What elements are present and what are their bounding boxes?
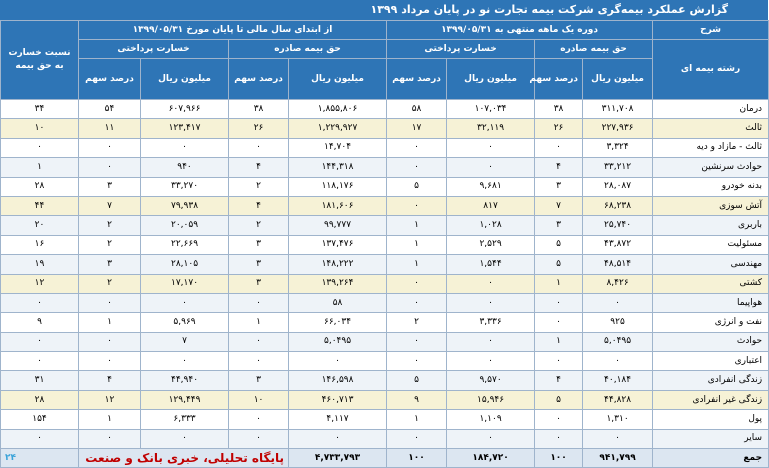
header-ratio: نسبت خسارت به حق بیمه	[1, 21, 79, 100]
header-m-loss-pct: درصد سهم	[387, 59, 447, 100]
header-y-loss-pct: درصد سهم	[79, 59, 141, 100]
cell-m-loss-pct: ۱۷	[387, 119, 447, 138]
table-row	[1, 429, 769, 448]
cell-y-loss: ۶,۳۳۳	[141, 410, 229, 429]
cell-y-prem: ۱۴۴,۳۱۸	[289, 158, 387, 177]
total-m-loss: ۱۸۴,۷۲۰	[447, 449, 535, 468]
cell-y-prem-pct: ۲۶	[229, 119, 289, 138]
cell-m-loss: ۲,۵۲۹	[447, 235, 535, 254]
cell-y-prem-pct: ۲	[229, 216, 289, 235]
cell-y-loss: ۵,۹۶۹	[141, 313, 229, 332]
cell-m-prem-pct: ۴	[535, 158, 583, 177]
cell-m-loss-pct: ۵	[387, 371, 447, 390]
cell-m-prem-pct: ۱	[535, 332, 583, 351]
table-row	[1, 410, 769, 429]
cell-m-prem-pct: ۳	[535, 177, 583, 196]
cell-y-prem-pct: ۰	[229, 332, 289, 351]
cell-m-loss-pct: ۲	[387, 313, 447, 332]
cell-y-loss-pct: ۳	[79, 177, 141, 196]
cell-ratio: ۳۴	[1, 100, 79, 119]
cell-y-loss-pct: ۲	[79, 274, 141, 293]
cell-m-prem: ۲۲۷,۹۳۶	[583, 119, 653, 138]
cell-m-prem: ۰	[583, 429, 653, 448]
total-y-prem: ۴,۷۳۳,۷۹۳	[289, 449, 387, 468]
cell-y-loss: ۶۰۷,۹۶۶	[141, 100, 229, 119]
cell-m-prem: ۴۴,۸۲۸	[583, 390, 653, 409]
cell-m-loss-pct: ۰	[387, 138, 447, 157]
cell-y-loss: ۱۲۹,۴۴۹	[141, 390, 229, 409]
cell-y-loss: ۷	[141, 332, 229, 351]
cell-m-prem: ۲۵,۷۴۰	[583, 216, 653, 235]
header-m-loss: خسارت پرداختی	[387, 40, 535, 59]
cell-m-prem-pct: ۱	[535, 274, 583, 293]
cell-y-prem: ۱,۲۲۹,۹۲۷	[289, 119, 387, 138]
table-row	[1, 119, 769, 138]
cell-m-loss-pct: ۱	[387, 235, 447, 254]
cell-y-prem: ۱۱۸,۱۷۶	[289, 177, 387, 196]
cell-m-loss: ۱۵,۹۴۶	[447, 390, 535, 409]
cell-m-prem: ۴۳,۸۷۲	[583, 235, 653, 254]
cell-ratio: ۹	[1, 313, 79, 332]
cell-y-loss: ۱۲۳,۴۱۷	[141, 119, 229, 138]
table-row	[1, 235, 769, 254]
cell-y-loss-pct: ۳	[79, 255, 141, 274]
table-row	[1, 216, 769, 235]
total-row	[1, 449, 769, 468]
cell-name: مهندسی	[653, 255, 769, 274]
cell-y-prem: ۱۴,۷۰۴	[289, 138, 387, 157]
table-row	[1, 100, 769, 119]
cell-m-loss-pct: ۰	[387, 352, 447, 371]
cell-y-prem: ۱۳۹,۲۶۴	[289, 274, 387, 293]
cell-y-loss-pct: ۱۲	[79, 390, 141, 409]
cell-y-prem: ۵۸	[289, 293, 387, 312]
cell-ratio: ۱۹	[1, 255, 79, 274]
table-row	[1, 313, 769, 332]
cell-name: اعتباری	[653, 352, 769, 371]
cell-y-prem: ۶۶,۰۳۴	[289, 313, 387, 332]
cell-y-loss-pct: ۵۴	[79, 100, 141, 119]
cell-y-prem: ۱۴۸,۲۲۲	[289, 255, 387, 274]
cell-y-loss: ۰	[141, 293, 229, 312]
cell-name: کشتی	[653, 274, 769, 293]
page-number: ۲۴	[1, 449, 79, 468]
cell-y-loss: ۱۷,۱۷۰	[141, 274, 229, 293]
cell-m-loss: ۰	[447, 352, 535, 371]
table-row	[1, 293, 769, 312]
cell-y-prem-pct: ۳	[229, 371, 289, 390]
cell-ratio: ۰	[1, 293, 79, 312]
cell-y-loss: ۲۰,۰۵۹	[141, 216, 229, 235]
cell-y-prem: ۵,۰۴۹۵	[289, 332, 387, 351]
total-m-prem: ۹۴۱,۷۹۹	[583, 449, 653, 468]
cell-m-prem: ۴۰,۱۸۴	[583, 371, 653, 390]
header-y-prem-mr: میلیون ریال	[289, 59, 387, 100]
cell-name: آتش سوزی	[653, 196, 769, 215]
cell-ratio: ۲۰	[1, 216, 79, 235]
cell-m-loss: ۰	[447, 138, 535, 157]
cell-y-loss-pct: ۰	[79, 293, 141, 312]
cell-y-prem: ۹۹,۷۷۷	[289, 216, 387, 235]
cell-ratio: ۴۴	[1, 196, 79, 215]
cell-y-prem: ۱۴۶,۵۹۸	[289, 371, 387, 390]
cell-m-prem-pct: ۵	[535, 255, 583, 274]
cell-name: باربری	[653, 216, 769, 235]
cell-name: مسئولیت	[653, 235, 769, 254]
cell-name: زندگی غیر انفرادی	[653, 390, 769, 409]
cell-m-loss: ۳۲,۱۱۹	[447, 119, 535, 138]
header-y-loss-mr: میلیون ریال	[141, 59, 229, 100]
cell-m-loss: ۰	[447, 293, 535, 312]
cell-ratio: ۱۶	[1, 235, 79, 254]
cell-name: حوادث	[653, 332, 769, 351]
cell-ratio: ۱۵۴	[1, 410, 79, 429]
table-row	[1, 158, 769, 177]
cell-m-prem: ۶۸,۲۳۸	[583, 196, 653, 215]
cell-y-prem-pct: ۱۰	[229, 390, 289, 409]
cell-y-loss-pct: ۰	[79, 138, 141, 157]
cell-y-prem: ۴۶۰,۷۱۳	[289, 390, 387, 409]
header-sharh: شرح	[653, 21, 769, 40]
total-name: جمع	[653, 449, 769, 468]
table-row	[1, 352, 769, 371]
report-table	[0, 20, 769, 468]
cell-m-prem: ۰	[583, 293, 653, 312]
cell-y-prem: ۱۸۱,۶۰۶	[289, 196, 387, 215]
cell-ratio: ۱۰	[1, 119, 79, 138]
cell-y-loss-pct: ۲	[79, 216, 141, 235]
cell-m-loss: ۰	[447, 332, 535, 351]
cell-y-prem-pct: ۳	[229, 274, 289, 293]
cell-name: پول	[653, 410, 769, 429]
cell-y-prem-pct: ۴	[229, 196, 289, 215]
cell-m-loss-pct: ۹	[387, 390, 447, 409]
cell-y-prem: ۱۳۷,۴۷۶	[289, 235, 387, 254]
cell-m-prem-pct: ۰	[535, 293, 583, 312]
cell-m-loss: ۱,۵۴۴	[447, 255, 535, 274]
cell-y-loss: ۲۲,۶۶۹	[141, 235, 229, 254]
cell-y-prem-pct: ۳	[229, 255, 289, 274]
cell-m-prem: ۳۱۱,۷۰۸	[583, 100, 653, 119]
cell-m-loss: ۸۱۷	[447, 196, 535, 215]
cell-y-prem-pct: ۰	[229, 352, 289, 371]
cell-m-loss: ۱,۱۰۹	[447, 410, 535, 429]
cell-m-loss-pct: ۰	[387, 158, 447, 177]
cell-m-loss-pct: ۱	[387, 255, 447, 274]
cell-name: نفت و انرژی	[653, 313, 769, 332]
table-row	[1, 177, 769, 196]
cell-y-prem-pct: ۲	[229, 177, 289, 196]
cell-m-loss-pct: ۱	[387, 410, 447, 429]
cell-name: زندگی انفرادی	[653, 371, 769, 390]
cell-y-loss: ۲۸,۱۰۵	[141, 255, 229, 274]
cell-m-prem-pct: ۵	[535, 235, 583, 254]
cell-y-loss-pct: ۱۱	[79, 119, 141, 138]
cell-m-loss-pct: ۰	[387, 274, 447, 293]
header-y-prem-pct: درصد سهم	[229, 59, 289, 100]
cell-m-prem-pct: ۰	[535, 429, 583, 448]
cell-m-prem: ۹۲۵	[583, 313, 653, 332]
cell-y-loss: ۳۳,۲۷۰	[141, 177, 229, 196]
table-body	[1, 100, 769, 468]
cell-name: سایر	[653, 429, 769, 448]
cell-m-loss-pct: ۰	[387, 332, 447, 351]
cell-m-prem: ۴۸,۵۱۴	[583, 255, 653, 274]
cell-y-prem-pct: ۳	[229, 235, 289, 254]
cell-y-loss-pct: ۰	[79, 158, 141, 177]
cell-ratio: ۲۸	[1, 177, 79, 196]
total-m-prem-pct: ۱۰۰	[535, 449, 583, 468]
cell-ratio: ۰	[1, 429, 79, 448]
cell-m-prem-pct: ۰	[535, 352, 583, 371]
cell-y-prem-pct: ۴	[229, 158, 289, 177]
cell-y-loss-pct: ۰	[79, 429, 141, 448]
cell-m-loss: ۹,۵۷۰	[447, 371, 535, 390]
cell-y-loss-pct: ۷	[79, 196, 141, 215]
cell-ratio: ۱	[1, 158, 79, 177]
cell-ratio: ۰	[1, 138, 79, 157]
cell-m-prem-pct: ۰	[535, 138, 583, 157]
cell-m-loss: ۳,۳۳۶	[447, 313, 535, 332]
cell-m-prem: ۲۸,۰۸۷	[583, 177, 653, 196]
report-title: گزارش عملکرد بیمه‌گری شرکت بیمه تجارت نو در پایان مرداد ۱۳۹۹	[0, 0, 768, 20]
table-row	[1, 371, 769, 390]
cell-y-loss-pct: ۰	[79, 332, 141, 351]
cell-m-loss: ۱۰۷,۰۳۴	[447, 100, 535, 119]
cell-m-prem: ۵,۰۴۹۵	[583, 332, 653, 351]
cell-y-prem-pct: ۰	[229, 138, 289, 157]
cell-m-prem-pct: ۰	[535, 410, 583, 429]
source-credit: پایگاه تحلیلی، خبری بانک و صنعت	[79, 449, 289, 468]
header-period-month: دوره یک ماهه منتهی به ۱۳۹۹/۰۵/۳۱	[387, 21, 653, 40]
cell-y-loss-pct: ۰	[79, 352, 141, 371]
cell-y-loss: ۰	[141, 429, 229, 448]
cell-m-prem-pct: ۴	[535, 371, 583, 390]
header-y-loss: خسارت پرداختی	[79, 40, 229, 59]
cell-y-loss-pct: ۲	[79, 235, 141, 254]
header-m-loss-mr: میلیون ریال	[447, 59, 535, 100]
cell-m-prem: ۱,۳۱۰	[583, 410, 653, 429]
cell-name: ثالث	[653, 119, 769, 138]
cell-name: بدنه خودرو	[653, 177, 769, 196]
cell-m-loss: ۹,۶۸۱	[447, 177, 535, 196]
cell-m-prem-pct: ۳۸	[535, 100, 583, 119]
cell-ratio: ۱۲	[1, 274, 79, 293]
cell-m-loss-pct: ۰	[387, 196, 447, 215]
cell-y-prem-pct: ۰	[229, 410, 289, 429]
cell-y-loss-pct: ۱	[79, 410, 141, 429]
cell-y-loss: ۴۴,۹۴۰	[141, 371, 229, 390]
table-row	[1, 390, 769, 409]
cell-m-loss-pct: ۰	[387, 429, 447, 448]
cell-m-prem-pct: ۲۶	[535, 119, 583, 138]
cell-y-prem-pct: ۰	[229, 293, 289, 312]
cell-m-loss-pct: ۵۸	[387, 100, 447, 119]
header-line: رشته بیمه ای	[653, 40, 769, 100]
header-y-premium: حق بیمه صادره	[229, 40, 387, 59]
table-row	[1, 332, 769, 351]
cell-m-prem: ۰	[583, 352, 653, 371]
cell-y-loss: ۰	[141, 352, 229, 371]
cell-m-prem-pct: ۵	[535, 390, 583, 409]
cell-m-loss: ۱,۰۲۸	[447, 216, 535, 235]
cell-ratio: ۳۱	[1, 371, 79, 390]
cell-name: هواپیما	[653, 293, 769, 312]
cell-name: درمان	[653, 100, 769, 119]
cell-m-loss-pct: ۵	[387, 177, 447, 196]
cell-m-loss-pct: ۰	[387, 293, 447, 312]
cell-m-prem: ۳,۳۲۴	[583, 138, 653, 157]
cell-y-prem: ۰	[289, 352, 387, 371]
cell-name: ثالث - مازاد و دیه	[653, 138, 769, 157]
cell-m-prem-pct: ۳	[535, 216, 583, 235]
cell-y-prem: ۰	[289, 429, 387, 448]
table-row	[1, 196, 769, 215]
cell-ratio: ۲۸	[1, 390, 79, 409]
cell-y-loss: ۰	[141, 138, 229, 157]
cell-y-loss: ۹۴۰	[141, 158, 229, 177]
cell-y-loss-pct: ۱	[79, 313, 141, 332]
cell-y-prem: ۱,۸۵۵,۸۰۶	[289, 100, 387, 119]
cell-name: حوادث سرنشین	[653, 158, 769, 177]
total-m-loss-pct: ۱۰۰	[387, 449, 447, 468]
header-m-prem-pct: درصد سهم	[535, 59, 583, 100]
header-m-prem-mr: میلیون ریال	[583, 59, 653, 100]
cell-ratio: ۰	[1, 332, 79, 351]
cell-y-loss: ۷۹,۹۳۸	[141, 196, 229, 215]
cell-y-loss-pct: ۴	[79, 371, 141, 390]
cell-m-prem: ۳۳,۲۱۲	[583, 158, 653, 177]
cell-y-prem-pct: ۱	[229, 313, 289, 332]
header-period-ytd: از ابتدای سال مالی تا پایان مورخ ۱۳۹۹/۰۵/۳۱	[79, 21, 387, 40]
cell-y-prem-pct: ۰	[229, 429, 289, 448]
table-row	[1, 274, 769, 293]
table-row	[1, 255, 769, 274]
cell-ratio: ۰	[1, 352, 79, 371]
cell-m-loss: ۰	[447, 429, 535, 448]
header-m-premium: حق بیمه صادره	[535, 40, 653, 59]
cell-m-loss: ۰	[447, 274, 535, 293]
cell-m-prem: ۸,۴۲۶	[583, 274, 653, 293]
cell-m-prem-pct: ۷	[535, 196, 583, 215]
cell-y-prem: ۴,۱۱۷	[289, 410, 387, 429]
table-row	[1, 138, 769, 157]
cell-m-loss-pct: ۱	[387, 216, 447, 235]
cell-y-prem-pct: ۳۸	[229, 100, 289, 119]
cell-m-prem-pct: ۰	[535, 313, 583, 332]
cell-m-loss: ۰	[447, 158, 535, 177]
